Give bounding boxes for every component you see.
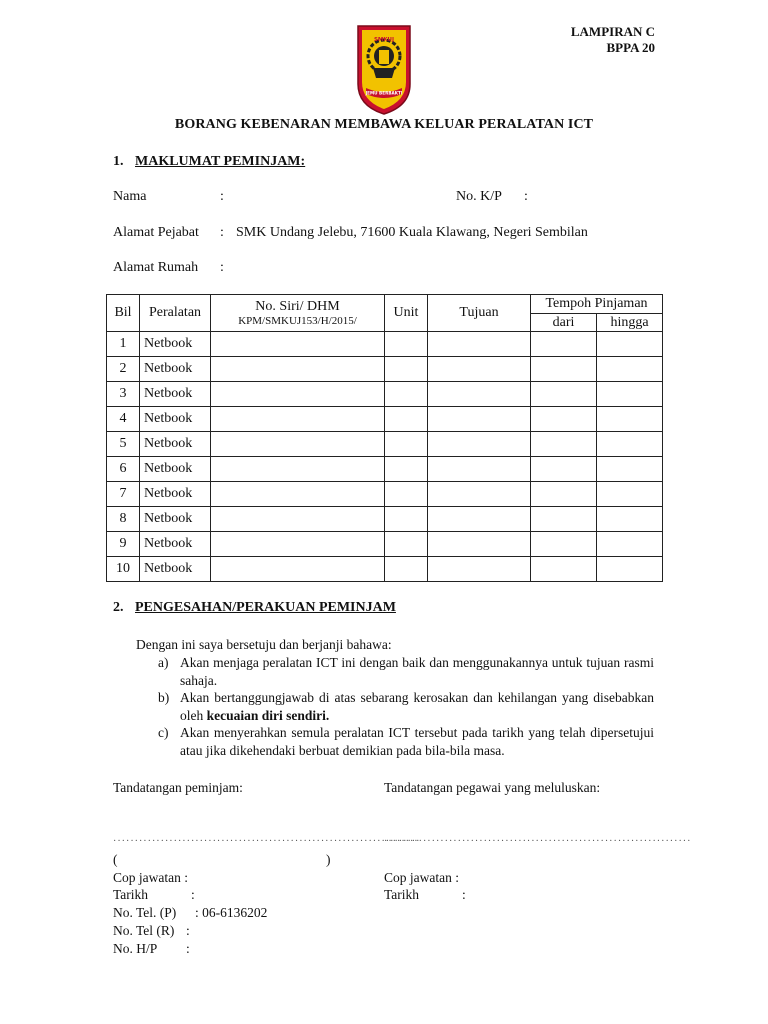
cell-tujuan[interactable]	[428, 432, 531, 457]
table-row	[107, 357, 663, 382]
cell-tujuan[interactable]	[428, 332, 531, 357]
table-row	[107, 532, 663, 557]
cell-no-siri[interactable]	[211, 507, 385, 532]
section-2-heading	[113, 600, 396, 616]
agreement-item-emphasis: kecuaian diri sendiri.	[206, 707, 330, 723]
agreement-item	[158, 654, 654, 689]
form-title: BORANG KEBENARAN MEMBAWA KELUAR PERALATAN ICT	[174, 117, 594, 132]
agreement-list	[158, 654, 654, 759]
approver-tarikh-label: Tarikh	[384, 887, 420, 902]
alamat-pejabat-label: Alamat Pejabat	[113, 225, 199, 240]
cell-dari[interactable]	[531, 357, 597, 382]
borrower-signature-line[interactable]: ·······································································	[113, 836, 421, 847]
cell-no-siri[interactable]	[211, 482, 385, 507]
cell-peralatan: Netbook	[140, 457, 211, 482]
kp-label: No. K/P	[456, 189, 502, 204]
header-no-siri-sub: KPM/SMKUJ153/H/2015/	[238, 314, 357, 327]
borrower-tel-r-field[interactable]	[113, 922, 190, 940]
header-no-siri	[211, 295, 385, 332]
table-row	[107, 332, 663, 357]
cell-tujuan[interactable]	[428, 507, 531, 532]
cell-hingga[interactable]	[597, 457, 663, 482]
header-peralatan: Peralatan	[140, 295, 211, 332]
cell-no-siri[interactable]	[211, 532, 385, 557]
cell-no-siri[interactable]	[211, 407, 385, 432]
alamat-pejabat-colon: :	[220, 225, 224, 240]
section-2-number: 2.	[113, 600, 124, 615]
borrower-cop-jawatan: Cop jawatan :	[113, 870, 188, 885]
cell-no-siri[interactable]	[211, 432, 385, 457]
agreement-item-text	[180, 654, 654, 689]
cell-hingga[interactable]	[597, 482, 663, 507]
cell-unit[interactable]	[385, 432, 428, 457]
cell-unit[interactable]	[385, 532, 428, 557]
tel-p-label: No. Tel. (P)	[113, 905, 177, 920]
cell-unit[interactable]	[385, 357, 428, 382]
header-tujuan: Tujuan	[428, 295, 531, 332]
cell-no-siri[interactable]	[211, 382, 385, 407]
table-row	[107, 507, 663, 532]
agreement-item-mark: a)	[158, 655, 169, 670]
cell-no-siri[interactable]	[211, 357, 385, 382]
equipment-table-body	[107, 332, 663, 582]
equipment-table	[106, 294, 663, 582]
alamat-rumah-field[interactable]	[113, 260, 224, 276]
cell-tujuan[interactable]	[428, 532, 531, 557]
cell-peralatan: Netbook	[140, 382, 211, 407]
cell-no-siri[interactable]	[211, 332, 385, 357]
alamat-rumah-label: Alamat Rumah	[113, 260, 199, 275]
table-row	[107, 407, 663, 432]
borrower-tarikh-colon: :	[191, 887, 195, 902]
cell-bil: 2	[107, 357, 140, 382]
hp-colon: :	[186, 941, 190, 956]
section-1-number: 1.	[113, 154, 124, 169]
cell-unit[interactable]	[385, 507, 428, 532]
lampiran-text: LAMPIRAN C	[570, 24, 655, 39]
table-row	[107, 557, 663, 582]
approver-signature-label: Tandatangan pegawai yang meluluskan:	[384, 780, 601, 795]
alamat-rumah-colon: :	[220, 260, 224, 275]
header-tempoh: Tempoh Pinjaman	[531, 295, 663, 314]
table-row	[107, 482, 663, 507]
crest-top-text: SMKUJ	[373, 37, 395, 43]
cell-dari[interactable]	[531, 382, 597, 407]
cell-tujuan[interactable]	[428, 382, 531, 407]
approver-cop-jawatan: Cop jawatan :	[384, 870, 459, 885]
alamat-pejabat-field[interactable]	[113, 225, 588, 241]
agreement-item-text	[180, 724, 654, 759]
cell-bil: 6	[107, 457, 140, 482]
cell-tujuan[interactable]	[428, 557, 531, 582]
agreement-item-body: Akan menyerahkan semula peralatan ICT tersebut pada tarikh yang telah dipersetujui atau jika dikehendaki berbuat demikian pada bila-bila masa.	[180, 725, 654, 758]
cell-hingga[interactable]	[597, 382, 663, 407]
cell-tujuan[interactable]	[428, 457, 531, 482]
agreement-item-body: Akan menjaga peralatan ICT ini dengan baik dan menggunakannya untuk tujuan rasmi sahaja.	[180, 655, 654, 688]
cell-peralatan: Netbook	[140, 407, 211, 432]
cell-peralatan: Netbook	[140, 357, 211, 382]
cell-unit[interactable]	[385, 482, 428, 507]
cell-dari[interactable]	[531, 507, 597, 532]
form-code: BPPA 20	[606, 40, 655, 55]
borrower-tel-p-field	[113, 904, 267, 922]
agreement-intro: Dengan ini saya bersetuju dan berjanji bahawa:	[136, 637, 392, 652]
cell-bil: 10	[107, 557, 140, 582]
tel-p-value: : 06-6136202	[195, 905, 268, 920]
borrower-name-paren-close: )	[326, 852, 331, 867]
cell-dari[interactable]	[531, 557, 597, 582]
cell-hingga[interactable]	[597, 332, 663, 357]
approver-signature-line[interactable]: ·······································································	[384, 836, 692, 847]
header-unit: Unit	[385, 295, 428, 332]
alamat-pejabat-value: SMK Undang Jelebu, 71600 Kuala Klawang, Negeri Sembilan	[236, 225, 588, 240]
cell-tujuan[interactable]	[428, 407, 531, 432]
cell-peralatan: Netbook	[140, 482, 211, 507]
header-bil: Bil	[107, 295, 140, 332]
approver-tarikh-field[interactable]	[384, 886, 466, 904]
cell-bil: 5	[107, 432, 140, 457]
table-row	[107, 457, 663, 482]
hp-label: No. H/P	[113, 941, 158, 956]
cell-peralatan: Netbook	[140, 432, 211, 457]
cell-tujuan[interactable]	[428, 357, 531, 382]
crest-motto-text: JEMU BERBAKTI	[365, 90, 403, 96]
cell-bil: 9	[107, 532, 140, 557]
cell-hingga[interactable]	[597, 532, 663, 557]
cell-hingga[interactable]	[597, 357, 663, 382]
nama-field[interactable]	[113, 189, 224, 205]
cell-dari[interactable]	[531, 332, 597, 357]
agreement-item	[158, 724, 654, 759]
cell-hingga[interactable]	[597, 407, 663, 432]
cell-dari[interactable]	[531, 432, 597, 457]
borrower-signature-label: Tandatangan peminjam:	[113, 780, 243, 795]
cell-dari[interactable]	[531, 482, 597, 507]
nama-label: Nama	[113, 189, 147, 204]
cell-peralatan: Netbook	[140, 507, 211, 532]
cell-peralatan: Netbook	[140, 532, 211, 557]
cell-bil: 8	[107, 507, 140, 532]
table-row	[107, 382, 663, 407]
tel-r-colon: :	[186, 923, 190, 938]
cell-hingga[interactable]	[597, 432, 663, 457]
agreement-item	[158, 689, 654, 724]
header-dari: dari	[531, 314, 597, 332]
cell-no-siri[interactable]	[211, 557, 385, 582]
agreement-item-text	[180, 689, 654, 724]
cell-hingga[interactable]	[597, 557, 663, 582]
cell-dari[interactable]	[531, 457, 597, 482]
appendix-label	[571, 24, 655, 56]
agreement-item-body: Akan bertanggungjawab di atas sebarang kerosakan dan kehilangan yang disebabkan oleh	[180, 690, 654, 723]
cell-unit[interactable]	[385, 382, 428, 407]
cell-dari[interactable]	[531, 532, 597, 557]
school-crest-logo	[355, 24, 413, 116]
cell-bil: 7	[107, 482, 140, 507]
nama-colon: :	[220, 189, 224, 204]
cell-unit[interactable]	[385, 557, 428, 582]
cell-peralatan: Netbook	[140, 557, 211, 582]
borrower-tarikh-label: Tarikh	[113, 887, 149, 902]
cell-bil: 4	[107, 407, 140, 432]
section-2-title: PENGESAHAN/PERAKUAN PEMINJAM	[135, 600, 396, 615]
header-hingga: hingga	[597, 314, 663, 332]
borrower-tarikh-field[interactable]	[113, 886, 195, 904]
cell-dari[interactable]	[531, 407, 597, 432]
cell-hingga[interactable]	[597, 507, 663, 532]
cell-unit[interactable]	[385, 457, 428, 482]
cell-bil: 1	[107, 332, 140, 357]
cell-unit[interactable]	[385, 332, 428, 357]
borrower-name-paren-open: (	[113, 852, 118, 867]
section-1-title: MAKLUMAT PEMINJAM:	[135, 154, 306, 169]
kp-field[interactable]	[456, 189, 528, 205]
section-1-heading	[113, 154, 305, 170]
kp-colon: :	[524, 189, 528, 204]
borrower-hp-field[interactable]	[113, 940, 190, 958]
tel-r-label: No. Tel (R)	[113, 923, 175, 938]
cell-peralatan: Netbook	[140, 332, 211, 357]
approver-tarikh-colon: :	[462, 887, 466, 902]
cell-unit[interactable]	[385, 407, 428, 432]
agreement-item-mark: b)	[158, 690, 170, 705]
cell-no-siri[interactable]	[211, 457, 385, 482]
cell-tujuan[interactable]	[428, 482, 531, 507]
agreement-item-mark: c)	[158, 725, 169, 740]
table-row	[107, 432, 663, 457]
cell-bil: 3	[107, 382, 140, 407]
header-no-siri-text: No. Siri/ DHM	[255, 298, 340, 314]
